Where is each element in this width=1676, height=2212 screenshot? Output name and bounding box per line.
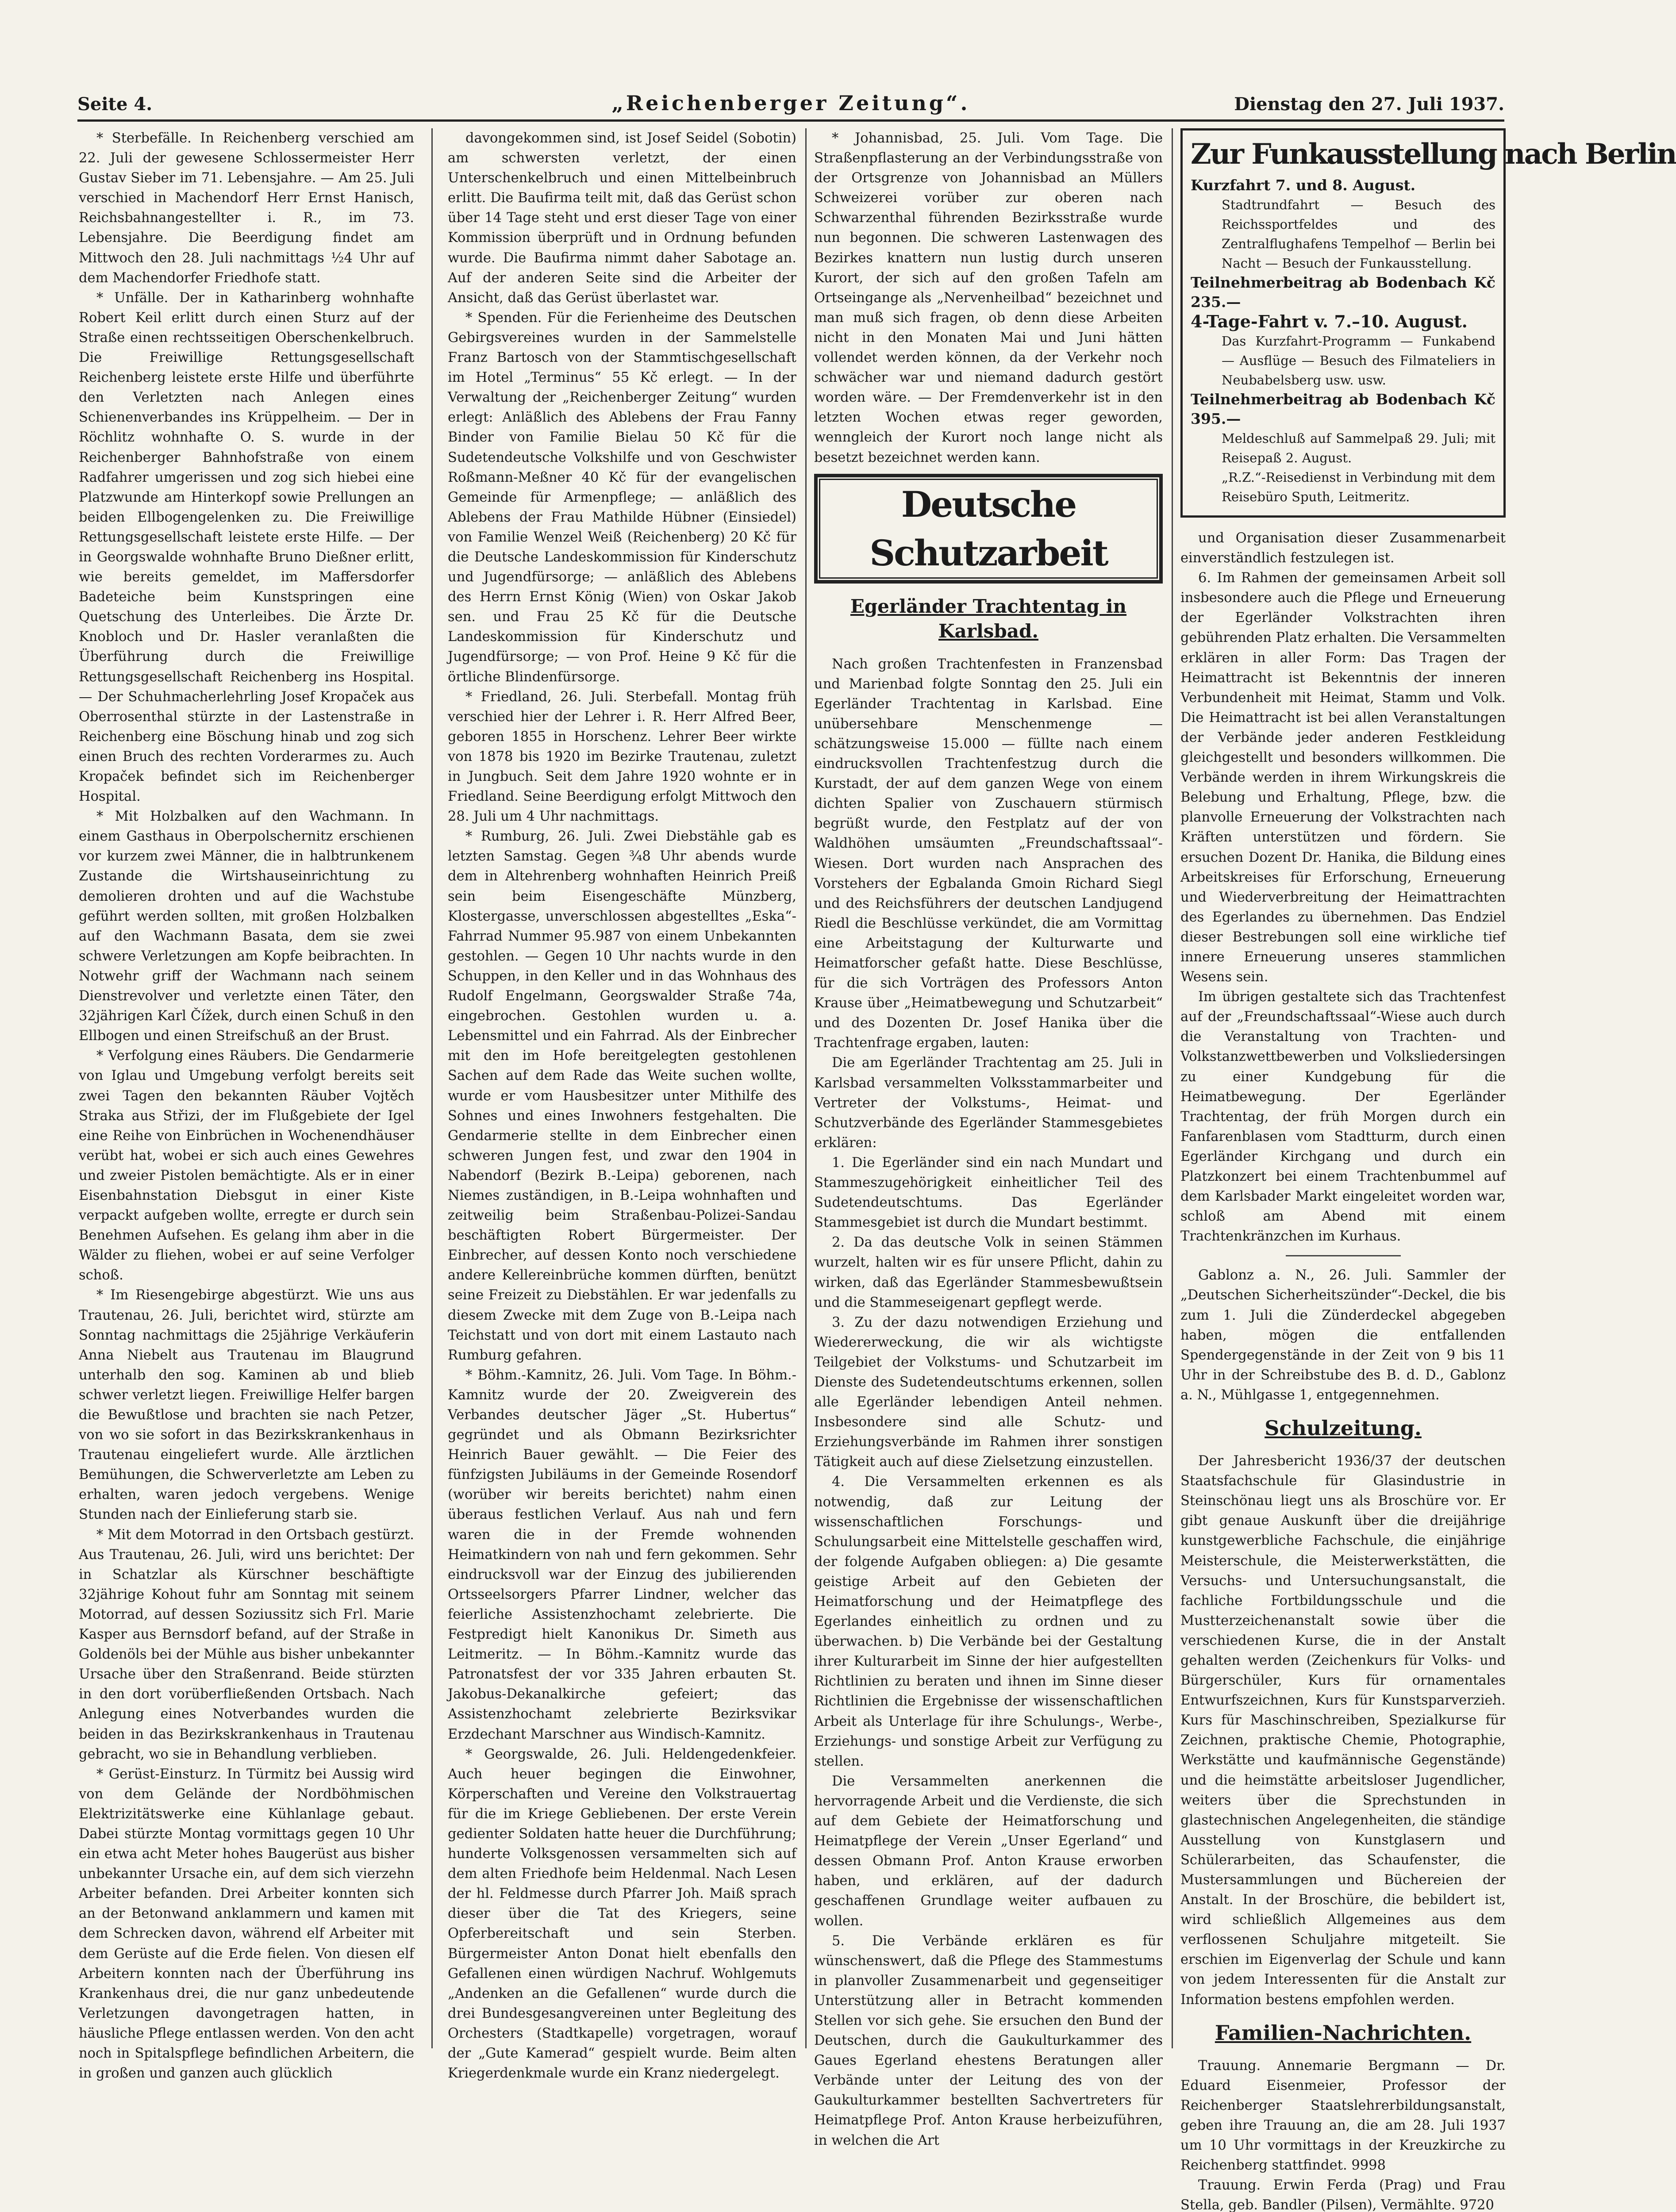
issue-date: Dienstag den 27. Juli 1937. [1234,94,1504,115]
divider [1286,1255,1401,1256]
article-raeuber: * Verfolgung eines Räubers. Die Gendarmerie von Iglau und Umgebung verfolgt bereits seit zwei Tagen den bekannten Räuber Vojtěch Straka aus Střizi, der im Flußgebiete der Igel eine Reihe von Einbrüchen in Wochenendhäuser verübt hat, wobei er sich auch eines Gewehres und zweier Pistolen bemächtigte. Als er in einer Eisenbahnstation Diebsgut in einer Kiste verpackt aufgeben wollte, erregte er durch sein Benehmen Aufsehen. Es gelang ihm aber in die Wälder zu fliehen, wobei er auf seine Verfolger schoß. [79,1048,414,1283]
column-4 [1180,128,1676,2212]
newspaper-title: „Reichenberger Zeitung“. [611,91,970,115]
ad-kurzfahrt: Kurzfahrt 7. und 8. August. [1191,177,1416,194]
subtitle-trachtentag: Egerländer Trachtentag in Karlsbad. [850,595,1127,642]
ad-kurzfahrt-program: Stadtrundfahrt — Besuch des Reichssportfeldes und des Zentralflughafens Tempelhof — Berlin bei Nacht — Besuch der Funkausstellung. [1222,197,1495,271]
ad-4-tage-program: Das Kurzfahrt-Programm — Funkabend — Ausflüge — Besuch des Filmateliers in Neubabelsberg usw. usw. [1222,334,1495,388]
ad-funkausstellung [1180,128,1676,518]
article-gablonz: Gablonz a. N., 26. Juli. Sammler der „Deutschen Sicherheitszünder“-Deckel, die bis zum 1. Juli die Zünderdeckel abgegeben haben, mögen die entfallenden Spendergegenstände in der Zeit von 9 bis 11 Uhr in der Schreibstube des B. d. D., Gablonz a. N., Mühlgasse 1, entgegennehmen. [1180,1267,1506,1403]
article-spenden: * Spenden. Für die Ferienheime des Deutschen Gebirgsvereines wurden in der Sammelstelle Franz Bartosch von der Stammtischgesellschaft im Hotel „Terminus“ 55 Kč erlegt. — In der Verwaltung der „Reichenberger Zeitung“ wurden erlegt: Anläßlich des Ablebens der Frau Fanny Binder von Familie Bielau 50 Kč für die Sudetendeutsche Volkshilfe und von Geschwister Roßmann-Meßner 40 Kč für der evangelischen Gemeinde für Armenpflege; — anläßlich des Ablebens der Frau Mathilde Hübner (Einsiedel) von Familie Wenzel Weiß (Reichenberg) 20 Kč für die Deutsche Landeskommission für Kinderschutz und Jugendfürsorge; — anläßlich des Ablebens des Herrn Ernst König (Wien) von Oskar Jakob sen. und Frau 25 Kč für die Deutsche Landeskommission für Kinderschutz und Jugendfürsorge; — von Prof. Heine 9 Kč für die örtliche Blindenfürsorge. [448,310,796,685]
column-1 [79,128,414,2081]
ad-price-1: Teilnehmerbeitrag ab Bodenbach Kč 235.— [1191,274,1495,311]
article-geruest-cont: davongekommen sind, ist Josef Seidel (Sobotin) am schwersten verletzt, der einen Unterschenkelbruch und einen Mittelbeinbruch erlitt. Die Baufirma teilt mit, daß das Gerüst schon über 14 Tage steht und erst dieser Tage von einer Kommission überprüft und in Ordnung befunden wurde. Die Baufirma nimmt daher Sabotage an. Auf der anderen Seite sind die Arbeiter der Ansicht, daß das Gerüst überlastet war. [448,131,796,306]
resolution-intro: Die am Egerländer Trachtentag am 25. Juli in Karlsbad versammelten Volksstammarbeiter und Vertreter der Volkstums-, Heimat- und Schutzverbände des Egerländer Stammesgebietes erklären: [814,1055,1163,1151]
article-rumburg: * Rumburg, 26. Juli. Zwei Diebstähle gab es letzten Samstag. Gegen ¾8 Uhr abends wurde dem in Altehrenberg wohnhaften Heinrich Preiß sein beim Eisengeschäfte Münzberg, Klostergasse, unverschlossen abgestelltes „Eska“-Fahrrad Nummer 95.987 von einem Unbekannten gestohlen. — Gegen 10 Uhr nachts wurde in den Schuppen, in den Keller und in das Wohnhaus des Rudolf Engelmann, Georgswalder Straße 74a, eingebrochen. Gestohlen wurden u. a. Lebensmittel und ein Fahrrad. Als der Einbrecher mit den im Hofe bereitgelegten gestohlenen Sachen auf dem Rade das Weite suchen wollte, wurde er vom Hausbesitzer unter Mithilfe des Sohnes und eines Inwohners festgehalten. Die Gendarmerie stellte in dem Einbrecher einen schweren Jungen fest, und zwar den 1904 in Nabendorf (Bezirk B.-Leipa) geborenen, nach Niemes zuständigen, in B.-Leipa wohnhaften und zeitweilig beim Straßenbau-Polizei-Sandau beschäftigten Robert Bürgermeister. Der Einbrecher, auf dessen Konto noch verschiedene andere Kellereinbrüche kommen dürften, benützt seine Freizeit zu Diebstählen. Er war jedenfalls zu diesem Zwecke mit dem Zuge von B.-Leipa nach Teichstatt und von dort mit einem Lastauto nach Rumburg gefahren. [448,829,796,1363]
notice-trauung-1: Trauung. Annemarie Bergmann — Dr. Eduard Eisenmeier, Professor der Reichenberger Staatslehrerbildungsanstalt, geben ihre Trauung an, die am 28. Juli 1937 um 10 Uhr vormittags in der Kreuzkirche zu Reichenberg stattfindet. 9998 [1180,2058,1506,2174]
ad-title: Zur Funkausstellung nach Berlin [1191,138,1676,171]
section-title-schutzarbeit: Deutsche Schutzarbeit [814,474,1163,584]
article-friedland: * Friedland, 26. Juli. Sterbefall. Montag früh verschied hier der Lehrer i. R. Herr Alfred Beer, geboren 1855 in Horschenz. Lehrer Beer wirkte von 1878 bis 1920 im Bezirke Trautenau, zuletzt in Jungbuch. Seit dem Jahre 1920 wohnte er in Friedland. Seine Beerdigung erfolgt Mittwoch den 28. Juli um 4 Uhr nachmittags. [448,689,796,825]
header-rule [77,119,1504,122]
resolution-4: 4. Die Versammelten erkennen es als notwendig, daß zur Leitung der wissenschaftlichen Forschungs- und Schulungsarbeit eine Mittelstelle geschaffen wird, der folgende Aufgaben obliegen: a) Die gesamte geistige Arbeit auf den Gebieten der Heimatforschung und der Heimatpflege des Egerlandes einheitlich zu ordnen und zu überwachen. b) Die Verbände bei der Gestaltung ihrer Kulturarbeit im Sinne der hier aufgestellten Richtlinien zu beraten und ihnen im Sinne dieser Richtlinien die Ergebnisse der wissenschaftlichen Arbeit als Unterlage für ihre Schulungs-, Werbe-, Erziehungs- und sonstige Arbeit zur Verfügung zu stellen. [814,1474,1163,1769]
page-number: Seite 4. [77,94,153,115]
article-johannisbad: * Johannisbad, 25. Juli. Vom Tage. Die Straßenpflasterung an der Verbindungsstraße von der Ortsgrenze von Johannisbad an Müllers Schweizerei vorüber zur oberen nach Schwarzenthal führenden Bezirksstraße wurde nun begonnen. Die schweren Lastenwagen des Bezirkes knattern nun lustig durch unseren Kurort, der sich auf den großen Tafeln am Ortseingange als „Nervenheilbad“ bezeichnet und man muß sich fragen, ob denn diese Arbeiten nicht in den Monaten Mai und Juni hätten vollendet werden können, da der Verkehr noch schwächer war und niemand dadurch gestört worden wäre. — Der Fremdenverkehr ist in den letzten Wochen etwas reger geworden, wenngleich der Kurort noch lange nicht als besetzt bezeichnet werden kann. [814,131,1163,465]
resolution-5-cont: und Organisation dieser Zusammenarbeit einverständlich festzulegen ist. [1180,530,1506,566]
article-trachtentag: Nach großen Trachtenfesten in Franzensbad und Marienbad folgte Sonntag den 25. Juli ein Egerländer Trachtentag in Karlsbad. Eine unübersehbare Menschenmenge — schätzungsweise 15.000 — füllte nach einem eindrucksvollen Trachtenfestzug durch die Kurstadt, der auf dem ganzen Wege von einem dichten Spalier von Zuschauern stürmisch begrüßt wurde, den Festplatz auf der von Waldhöhen umsäumten „Freundschaftssaal“-Wiesen. Dort wurden nach Ansprachen des Vorstehers der Egbalanda Gmoin Richard Siegl und des Reichsführers der deutschen Landjugend Riedl die Beschlüsse verkündet, die am Vormittag eine Arbeitstagung der Kulturwarte und Heimatforscher gefaßt hatte. Diese Beschlüsse, für die sich Vorträgen des Professors Anton Krause über „Heimatbewegung und Schutzarbeit“ und des Dozenten Dr. Josef Hanika über die Trachtenfrage ergaben, lauten: [814,656,1163,1051]
section-schulzeitung: Schulzeitung. [1265,1416,1422,1440]
section-familien-nachrichten: Familien-Nachrichten. [1215,2020,1472,2045]
resolution-1: 1. Die Egerländer sind ein nach Mundart und Stammeszugehörigkeit einheitlicher Teil des Sudetendeutschtums. Das Egerländer Stammesgebiet ist durch die Mundart bestimmt. [814,1155,1163,1231]
ad-meldeschluss: Meldeschluß auf Sammelpaß 29. Juli; mit Reisepaß 2. August. [1222,431,1495,465]
article-boehm-kamnitz: * Böhm.-Kamnitz, 26. Juli. Vom Tage. In Böhm.-Kamnitz wurde der 20. Zweigverein des Verbandes deutscher Jäger „St. Hubertus“ gegründet und als Obmann Bezirksrichter Heinrich Bauer gewählt. — Die Feier des fünfzigsten Jubiläums in der Gemeinde Rosendorf (worüber wir bereits berichtet) nahm einen überaus festlichen Verlauf. Aus nah und fern waren die in der Fremde wohnenden Heimatkindern von nah und fern gekommen. Sehr eindrucksvoll war der Einzug des jubilierenden Ortsseelsorgers Pfarrer Lindner, welcher das feierliche Assistenzhochamt zelebrierte. Die Festpredigt hielt Kanonikus Dr. Simeth aus Leitmeritz. — In Böhm.-Kamnitz wurde das Patronatsfest der vor 335 Jahren erbauten St. Jakobus-Dekanalkirche gefeiert; das Assistenzhochamt zelebrierte Bezirksvikar Erzdechant Marschner aus Windisch-Kamnitz. [448,1367,796,1742]
notice-trauung-2: Trauung. Erwin Ferda (Prag) und Frau Stella, geb. Bandler (Pilsen), Vermählte. 9720 [1180,2177,1506,2212]
resolution-4-cont: Die Versammelten anerkennen die hervorragende Arbeit und die Verdienste, die sich auf dem Gebiete der Heimatforschung und Heimatpflege der Verein „Unser Egerland“ und dessen Obmann Prof. Anton Krause erworben haben, und erklären, auf der dadurch geschaffenen Grundlage weiter aufbauen zu wollen. [814,1773,1163,1929]
article-sterbefaelle: * Sterbefälle. In Reichenberg verschied am 22. Juli der gewesene Schlossermeister Herr Gustav Sieber im 71. Lebensjahre. — Am 25. Juli verschied in Machendorf Herr Ernst Hanisch, Reichsbahnangestellter i. R., im 73. Lebensjahre. Die Beerdigung findet am Mittwoch den 28. Juli nachmittags ½4 Uhr auf dem Machendorfer Friedhofe statt. [79,131,414,286]
article-motorrad: * Mit dem Motorrad in den Ortsbach gestürzt. Aus Trautenau, 26. Juli, wird uns berichtet: Der in Schatzlar als Kürschner beschäftigte 32jährige Kohout fuhr am Sonntag mit seinem Motorrad, auf dessen Soziussitz sich Frl. Marie Kasper aus Bernsdorf befand, auf der Straße in Goldenöls bei der Mühle aus bisher unbekannter Ursache über den Straßenrand. Beide stürzten in den dort vorüberfließenden Ortsbach. Nach Anlegung eines Notverbandes wurden die beiden in das Bezirkskrankenhaus in Trautenau gebracht, wo sie in Behandlung verblieben. [79,1527,414,1762]
ad-price-2: Teilnehmerbeitrag ab Bodenbach Kč 395.— [1191,391,1495,427]
article-riesengebirge: * Im Riesengebirge abgestürzt. Wie uns aus Trautenau, 26. Juli, berichtet wird, stürzte am Sonntag nachmittags die 25jährige Verkäuferin Anna Niebelt aus Trautenau im Blaugrund unterhalb den sog. Kaminen ab und blieb schwer verletzt liegen. Freiwillige Helfer bargen die Bewußtlose und brachten sie nach Petzer, von wo sie sofort in das Bezirkskrankenhaus in Trautenau eingeliefert wurde. Alle ärztlichen Bemühungen, die Schwerverletzte am Leben zu erhalten, waren jedoch vergebens. Wenige Stunden nach der Einlieferung starb sie. [79,1287,414,1523]
article-geruest: * Gerüst-Einsturz. In Türmitz bei Aussig wird von dem Gelände der Nordböhmischen Elektrizitätswerke eine Kühlanlage gebaut. Dabei stürzte Montag vormittags gegen 10 Uhr ein etwa acht Meter hohes Baugerüst aus bisher unbekannter Ursache ein, auf dem sich vierzehn Arbeiter befanden. Drei Arbeiter konnten sich an der Betonwand anklammern und kamen mit dem Schrecken davon, während elf Arbeiter mit dem Gerüste auf die Erde fielen. Von diesen elf Arbeitern konnten nach der Überführung ins Krankenhaus drei, die nur ganz unbedeutende Verletzungen davongetragen hatten, in häusliche Pflege entlassen werden. Von den acht noch in Spitalspflege befindlichen Arbeitern, die in großen und ganzen auch glücklich [79,1766,414,2081]
article-trachtenfest: Im übrigen gestaltete sich das Trachtenfest auf der „Freundschaftssaal“-Wiese auch durch die Veranstaltung von Trachten- und Volkstanzwettbewerben und Volksliedersingen zu einer Kundgebung für die Heimatbewegung. Der Egerländer Trachtentag, der früh Morgen durch ein Fanfarenblasen vom Stadtturm, durch einen Egerländer Kirchgang und durch ein Platzkonzert bei einem Trachtenbummel auf dem Karlsbader Markt eingeleitet worden war, schloß am Abend mit einem Trachtenkränzchen im Kurhaus. [1180,989,1506,1244]
resolution-6: 6. Im Rahmen der gemeinsamen Arbeit soll insbesondere auch die Pflege und Erneuerung der Egerländer Volkstrachten ihren gebührenden Platz erhalten. Die Versammelten erklären in aller Form: Das Tragen der Heimattracht ist Bekenntnis der inneren Verbundenheit mit Heimat, Stamm und Volk. Die Heimattracht ist bei allen Veranstaltungen der Verbände jeder anderen Festkleidung gleichgestellt und besonders willkommen. Die Verbände werden in ihrem Wirkungskreis die Belebung und Erhaltung, Pflege, bzw. die planvolle Erneuerung der Volkstrachten nach Kräften unterstützen und fördern. Sie ersuchen Dozent Dr. Hanika, die Bildung eines Arbeitskreises für Erforschung, Erneuerung und Wiederverbreitung der Heimattrachten des Egerlandes zu übernehmen. Das Endziel dieser Bestrebungen soll eine wirkliche tief innere Erneuerung unseres stammlichen Wesens sein. [1180,570,1506,985]
resolution-2: 2. Da das deutsche Volk in seinen Stämmen wurzelt, halten wir es für unsere Pflicht, dahin zu wirken, daß das Egerländer Stammesbewußtsein und die Stammeseigenart gepflegt werde. [814,1235,1163,1310]
ad-4-tage-fahrt: 4-Tage-Fahrt v. 7.–10. August. [1191,311,1468,331]
article-unfaelle: * Unfälle. Der in Katharinberg wohnhafte Robert Keil erlitt durch einen Sturz auf der Straße einen rechtsseitigen Oberschenkelbruch. Die Freiwillige Rettungsgesellschaft Reichenberg leistete erste Hilfe und überführte den Verletzten nach Anlegen eines Schienenverbandes ins Krüppelheim. — Der in Röchlitz wohnhafte O. S. wurde in der Reichenberger Bahnhofstraße von einem Radfahrer umgerissen und zog sich hiebei eine Platzwunde am Hinterkopf sowie Prellungen an beiden Ellbogengelenken zu. Die Freiwillige Rettungsgesellschaft leistete erste Hilfe. — Der in Georgswalde wohnhafte Bruno Dießner erlitt, wie bereits gemeldet, im Maffersdorfer Badeteiche beim Kunstspringen eine Quetschung des Unterleibes. Die Ärzte Dr. Knobloch und Dr. Hasler veranlaßten die Überführung durch die Freiwillige Rettungsgesellschaft Reichenberg ins Hospital. — Der Schuhmacherlehrling Josef Kropaček aus Oberrosenthal stürzte in der Lastenstraße in Reichenberg eine Böschung hinab und zog sich einen Bruch des rechten Vorderarmes zu. Auch Kropaček befindet sich im Reichenberger Hospital. [79,290,414,805]
resolution-3: 3. Zu der dazu notwendigen Erziehung und Wiedererweckung, die wir als wichtigste Teilgebiet der Volkstums- und Schutzarbeit im Dienste des Sudetendeutschtums erkennen, sollen alle Egerländer lebendigen Anteil nehmen. Insbesondere sind alle Schutz- und Erziehungsverbände im Rahmen ihrer sonstigen Tätigkeit auch auf diese Zielsetzung einzustellen. [814,1314,1163,1470]
ad-reisedienst: „R.Z.“-Reisedienst in Verbindung mit dem Reisebüro Sputh, Leitmeritz. [1222,470,1495,504]
resolution-5: 5. Die Verbände erklären es für wünschenswert, daß die Pflege des Stammestums in planvoller Zusammenarbeit und gegenseitiger Unterstützung aller in Betracht kommenden Stellen vor sich gehe. Sie ersuchen den Bund der Deutschen, durch die Gaukulturkammer des Gaues Egerland ehestens Beratungen aller Verbände unter der Leitung des von der Gaukulturkammer bestellten Sachvertreters für Heimatpflege Prof. Anton Krause herbeizuführen, in welchen die Art [814,1933,1163,2148]
column-divider [1172,128,1173,2048]
article-holzbalken: * Mit Holzbalken auf den Wachmann. In einem Gasthaus in Oberpolschernitz erschienen vor kurzem zwei Männer, die in halbtrunkenem Zustande die Wirtshauseinrichtung zu demolieren drohten und auf die Wachstube geführt werden sollten, mit großen Holzbalken auf den Wachmann Basata, dem sie zwei schwere Verletzungen am Kopfe beibrachten. In Notwehr griff der Wachmann nach seinem Dienstrevolver und verletzte einen Täter, den 32jährigen Karl Čížek, durch einen Schuß in den Ellbogen und einen Streifschuß an der Brust. [79,809,414,1044]
column-divider [431,128,433,2048]
column-divider [805,128,807,2048]
column-2 [448,128,796,2081]
article-jahresbericht: Der Jahresbericht 1936/37 der deutschen Staatsfachschule für Glasindustrie in Steinschönau liegt uns als Broschüre vor. Er gibt genaue Auskunft über die dreijährige kunstgewerbliche Fachschule, die einjährige Meisterschule, die Meisterwerkstätten, die Versuchs- und Untersuchungsanstalt, die fachliche Fortbildungsschule und die Mustterzeichenanstalt sowie über die verschiedenen Kurse, die in der Anstalt gehalten werden (Zeichenkurs für Volks- und Bürgerschüler, Kurs für ornamentales Entwurfszeichnen, Kurs für Kunstsparverzieh. Kurs für Maschinschreiben, Spezialkurse für Zeichnen, praktische Chemie, Photographie, Werkstätte und kaufmännische Gegenstände) und die heimstätte arbeitsloser Jugendlicher, weiters über die Sprechstunden in glastechnischen Angelegenheiten, die ständige Ausstellung von Kunstglasern und Schülerarbeiten, das Schaufenster, die Mustersammlungen und Büchereien der Anstalt. In der Broschüre, die bebildert ist, wird schließlich Allgemeines aus dem verflossenen Schuljahre mitgeteilt. Sie erschien im Eigenverlag der Schule und kann von jedem Interessenten für die Anstalt zur Information bestens empfohlen werden. [1180,1453,1506,2008]
article-georgswalde: * Georgswalde, 26. Juli. Heldengedenkfeier. Auch heuer begingen die Einwohner, Körperschaften und Vereine den Volkstrauertag für die im Kriege Gebliebenen. Der erste Verein gedienter Soldaten hatte heuer die Durchführung; hunderte Volksgenossen versammelten sich auf dem alten Friedhofe beim Heldenmal. Nach Lesen der hl. Feldmesse durch Pfarrer Joh. Maiß sprach dieser über die Tat des Kriegers, seine Opferbereitschaft und sein Sterben. Bürgermeister Anton Donat hielt ebenfalls den Gefallenen einen würdigen Nachruf. Wohlgemuts „Andenken an die Gefallenen“ wurde durch die drei Bundesgesangvereinen unter Begleitung des Orchesters (Stadtkapelle) vorgetragen, worauf der „Gute Kamerad“ gespielt wurde. Beim alten Kriegerdenkmale wurde ein Kranz niedergelegt. [448,1746,796,2081]
page-header [77,88,1504,119]
column-3 [814,128,1163,2148]
